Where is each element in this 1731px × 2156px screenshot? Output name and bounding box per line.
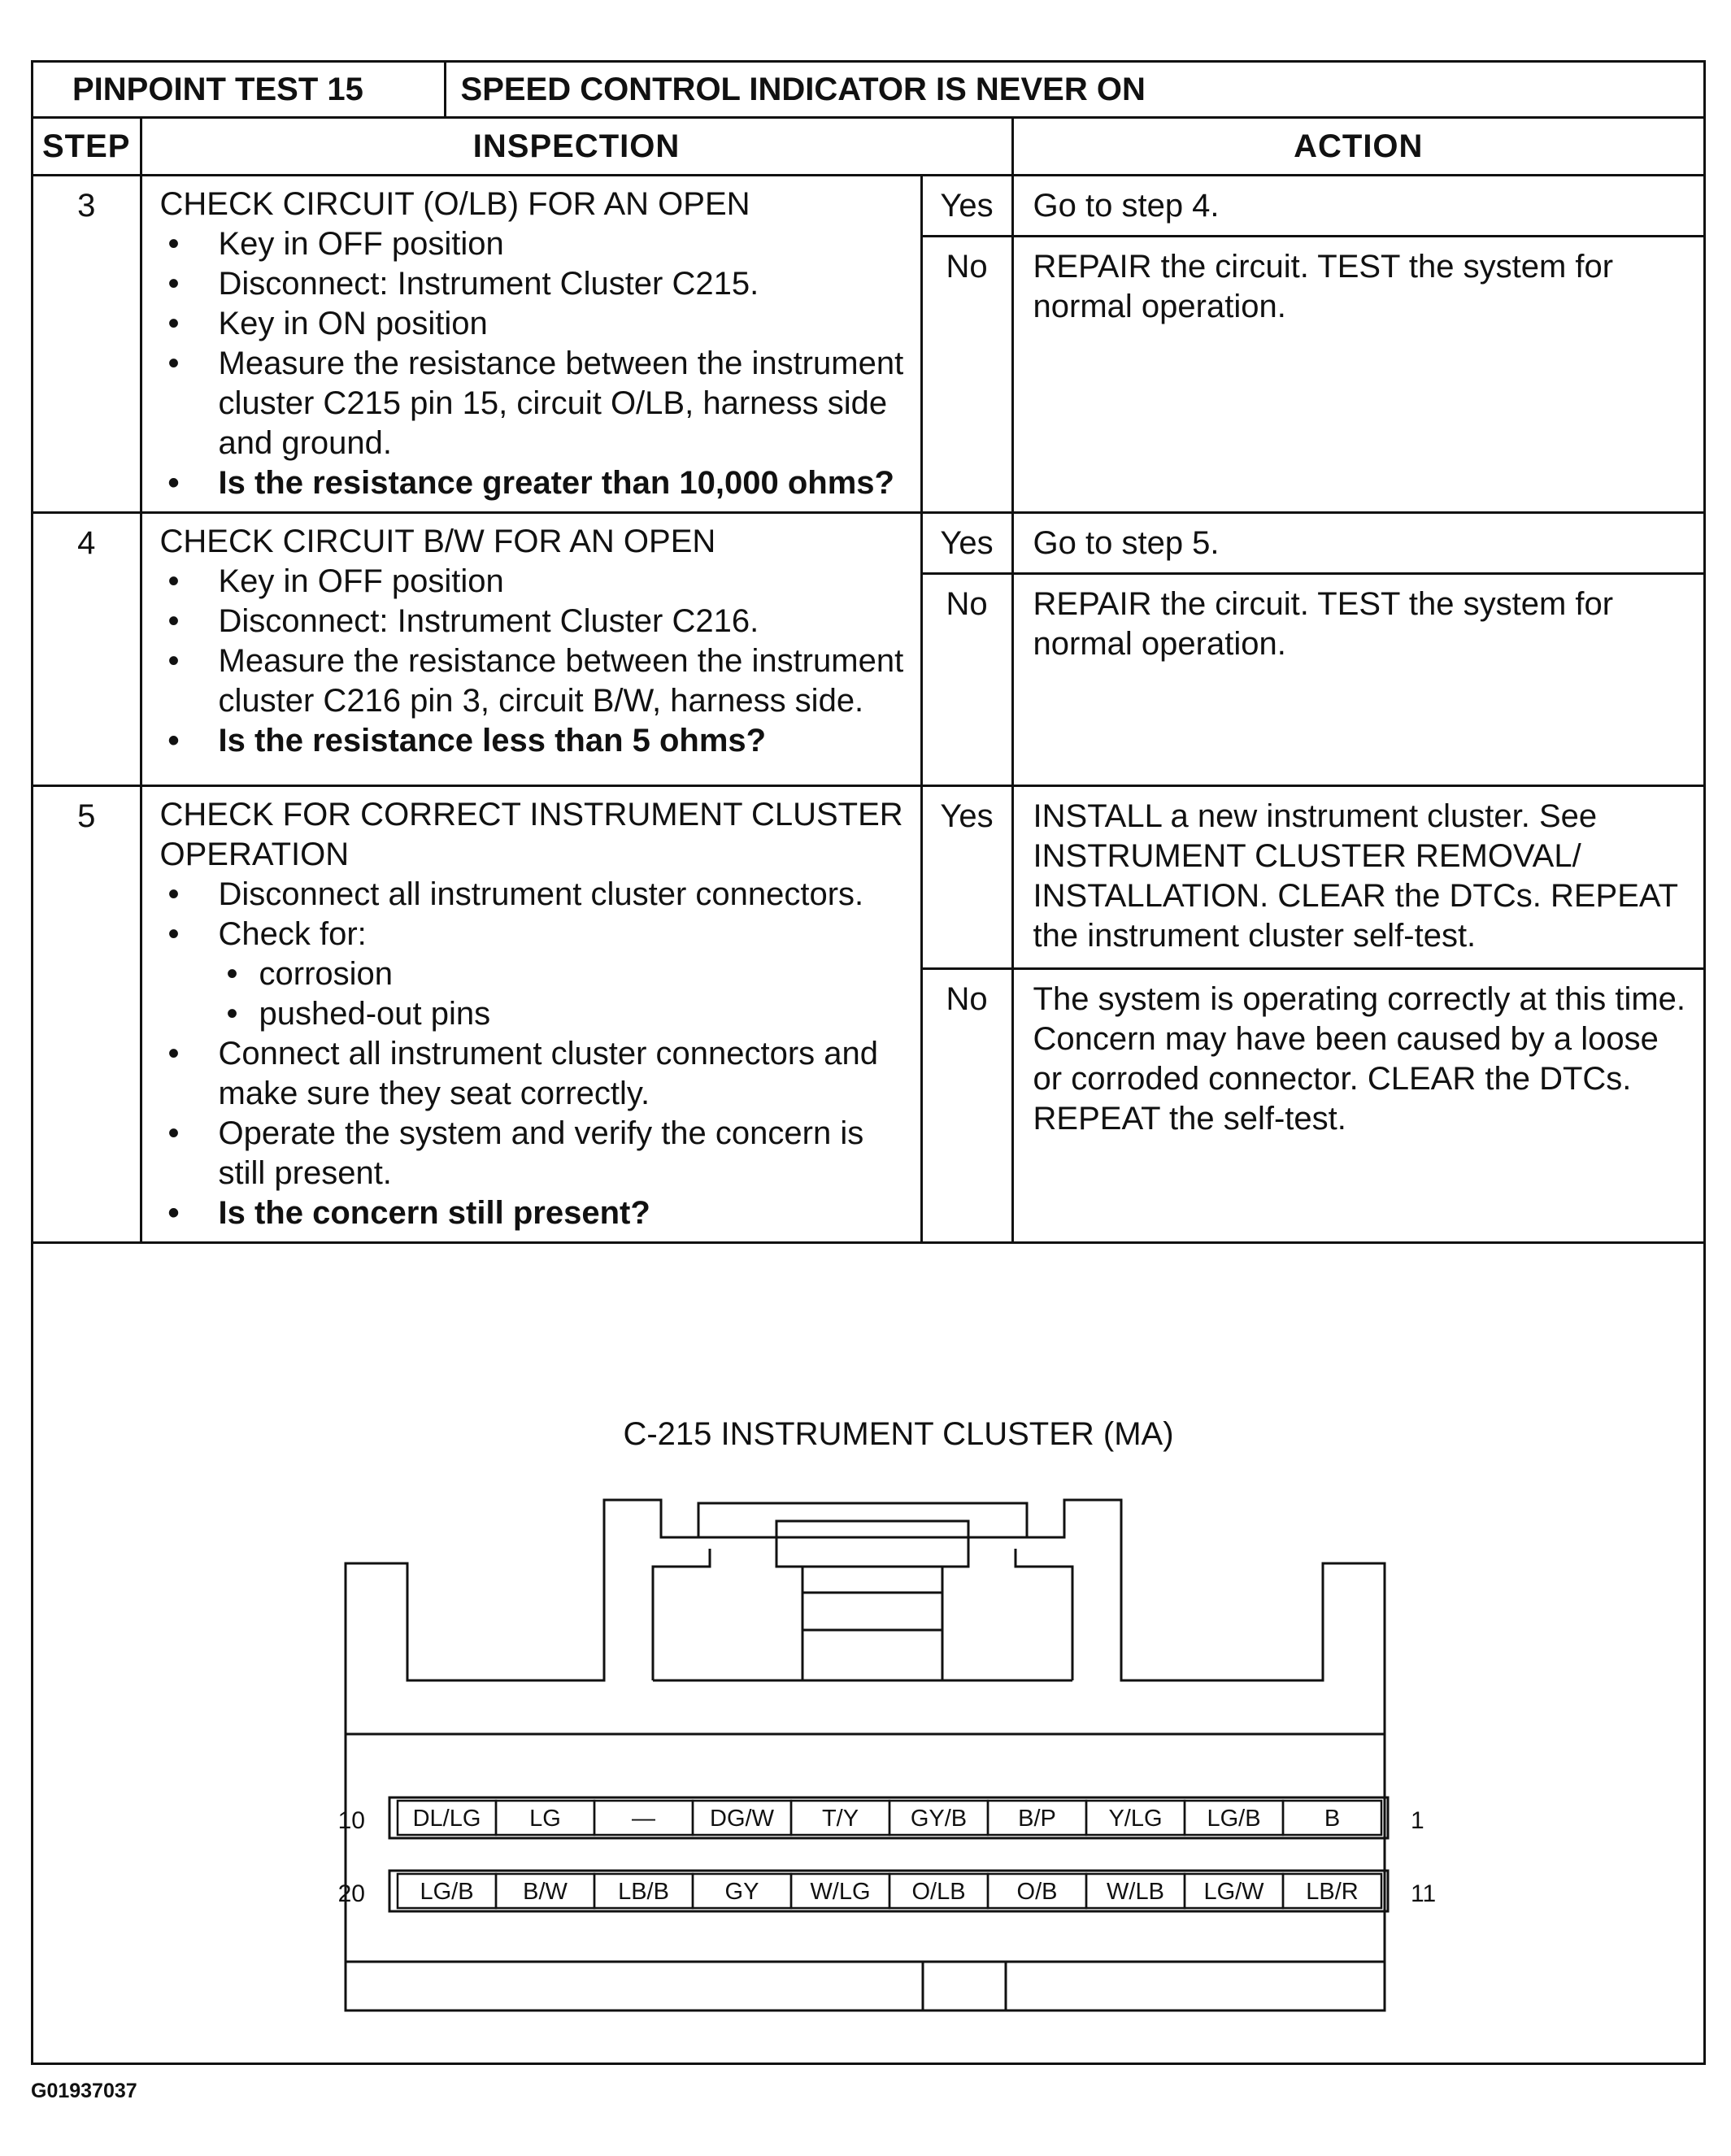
yes-action: Go to step 4. xyxy=(1012,176,1703,237)
pin-label: DG/W xyxy=(710,1806,774,1832)
step-bullets xyxy=(160,875,912,1233)
pin-label: W/LB xyxy=(1107,1879,1164,1905)
pin-label: — xyxy=(632,1806,655,1832)
pinpoint-test-table xyxy=(33,63,1703,1244)
step-bullet xyxy=(160,915,912,1034)
yes-action: INSTALL a new instrument cluster. See INSTRUMENT CLUSTER REMOVAL/ INSTALLATION. CLEAR the DTCs. REPEAT the instrument cluster self-test. xyxy=(1012,786,1703,969)
no-label: No xyxy=(921,574,1012,786)
step-bullet: • Disconnect: Instrument Cluster C215. xyxy=(160,264,912,304)
pin-label: B xyxy=(1324,1806,1341,1832)
step-inspection xyxy=(141,786,921,1243)
pin-row-top xyxy=(398,1801,1381,1835)
pin-label: LG/B xyxy=(420,1879,474,1905)
step-column-header: STEP xyxy=(33,118,141,176)
step-sub-bullet: • corrosion xyxy=(160,954,912,994)
pin-label: B/W xyxy=(523,1879,568,1905)
pin-label: GY xyxy=(724,1879,759,1905)
step-question: • Is the resistance less than 5 ohms? xyxy=(160,721,912,761)
connector-outline xyxy=(346,1500,1385,1734)
no-action: REPAIR the circuit. TEST the system for normal operation. xyxy=(1012,574,1703,786)
pin-label: T/Y xyxy=(821,1806,859,1832)
pin-label: B/P xyxy=(1018,1806,1056,1832)
pin-label: O/B xyxy=(1016,1879,1058,1905)
bottom-row-left-pin-number: 20 xyxy=(337,1880,365,1907)
column-header-row xyxy=(33,118,1703,176)
step-sub-bullet: • pushed-out pins xyxy=(160,994,912,1034)
test-title: SPEED CONTROL INDICATOR IS NEVER ON xyxy=(445,63,1703,118)
step-bullet: • Disconnect all instrument cluster connectors. xyxy=(160,875,912,915)
step-number: 3 xyxy=(33,176,141,513)
step-bullet-text: Check for: xyxy=(218,916,367,952)
step-question: • Is the resistance greater than 10,000 ohms? xyxy=(160,463,912,503)
test-label: PINPOINT TEST 15 xyxy=(33,63,445,118)
step-bullet: • Key in OFF position xyxy=(160,562,912,602)
step-bullet: • Measure the resistance between the instrument cluster C216 pin 3, circuit B/W, harness side. xyxy=(160,641,912,721)
top-row-left-pin-number: 10 xyxy=(337,1807,365,1834)
pin-label: LG xyxy=(529,1806,561,1832)
no-action: REPAIR the circuit. TEST the system for normal operation. xyxy=(1012,237,1703,513)
inspection-column-header: INSPECTION xyxy=(141,118,1012,176)
pin-label: W/LG xyxy=(810,1879,871,1905)
step-inspection xyxy=(141,176,921,513)
step-5-yes-row xyxy=(33,786,1703,969)
step-bullet: • Measure the resistance between the instrument cluster C215 pin 15, circuit O/LB, harness side and ground. xyxy=(160,344,912,463)
yes-label: Yes xyxy=(921,513,1012,574)
connector-post-left xyxy=(653,1549,710,1680)
no-label: No xyxy=(921,237,1012,513)
bottom-row-right-pin-number: 11 xyxy=(1411,1880,1437,1907)
connector-diagram-area xyxy=(33,1331,1703,2063)
connector-latch-bar xyxy=(776,1521,968,1567)
pin-label: DL/LG xyxy=(412,1806,481,1832)
step-3-yes-row xyxy=(33,176,1703,237)
step-bullet: • Operate the system and verify the concern is still present. xyxy=(160,1114,912,1193)
pin-label: Y/LG xyxy=(1108,1806,1163,1832)
step-title: CHECK CIRCUIT B/W FOR AN OPEN xyxy=(159,524,716,559)
connector-body xyxy=(346,1734,1385,2010)
pinpoint-test-sheet xyxy=(31,60,1706,2065)
connector-latch-block xyxy=(802,1567,942,1680)
connector-diagram xyxy=(33,1331,1703,2063)
step-inspection xyxy=(141,513,921,786)
step-bullet: • Key in OFF position xyxy=(160,224,912,264)
yes-action: Go to step 5. xyxy=(1012,513,1703,574)
connector-title: C-215 INSTRUMENT CLUSTER (MA) xyxy=(623,1416,1174,1452)
pin-label: LB/R xyxy=(1306,1879,1359,1905)
step-number: 5 xyxy=(33,786,141,1243)
step-question: • Is the concern still present? xyxy=(160,1193,912,1233)
connector-post-right xyxy=(1016,1549,1072,1680)
step-bullet: • Key in ON position xyxy=(160,304,912,344)
figure-id: G01937037 xyxy=(31,2080,137,2102)
pin-label: O/LB xyxy=(911,1879,966,1905)
step-bullet: • Connect all instrument cluster connectors and make sure they seat correctly. xyxy=(160,1034,912,1114)
pin-label: LG/W xyxy=(1203,1879,1264,1905)
action-column-header: ACTION xyxy=(1012,118,1703,176)
no-action: The system is operating correctly at this time. Concern may have been caused by a loose or corroded connector. CLEAR the DTCs. REPEAT the self-test. xyxy=(1012,969,1703,1243)
yes-label: Yes xyxy=(921,176,1012,237)
step-title: CHECK FOR CORRECT INSTRUMENT CLUSTER OPERATION xyxy=(159,797,903,872)
step-bullet: • Disconnect: Instrument Cluster C216. xyxy=(160,602,912,641)
top-row-right-pin-number: 1 xyxy=(1411,1807,1424,1834)
no-label: No xyxy=(921,969,1012,1243)
test-header-row xyxy=(33,63,1703,118)
pin-label: LG/B xyxy=(1207,1806,1261,1832)
step-bullets xyxy=(160,224,912,503)
step-4-yes-row xyxy=(33,513,1703,574)
yes-label: Yes xyxy=(921,786,1012,969)
step-bullets xyxy=(160,562,912,761)
step-sub-bullets xyxy=(160,954,912,1034)
pin-row-bottom xyxy=(398,1874,1381,1908)
step-title: CHECK CIRCUIT (O/LB) FOR AN OPEN xyxy=(159,186,750,222)
pin-label: LB/B xyxy=(618,1879,669,1905)
pin-label: GY/B xyxy=(910,1806,968,1832)
step-number: 4 xyxy=(33,513,141,786)
